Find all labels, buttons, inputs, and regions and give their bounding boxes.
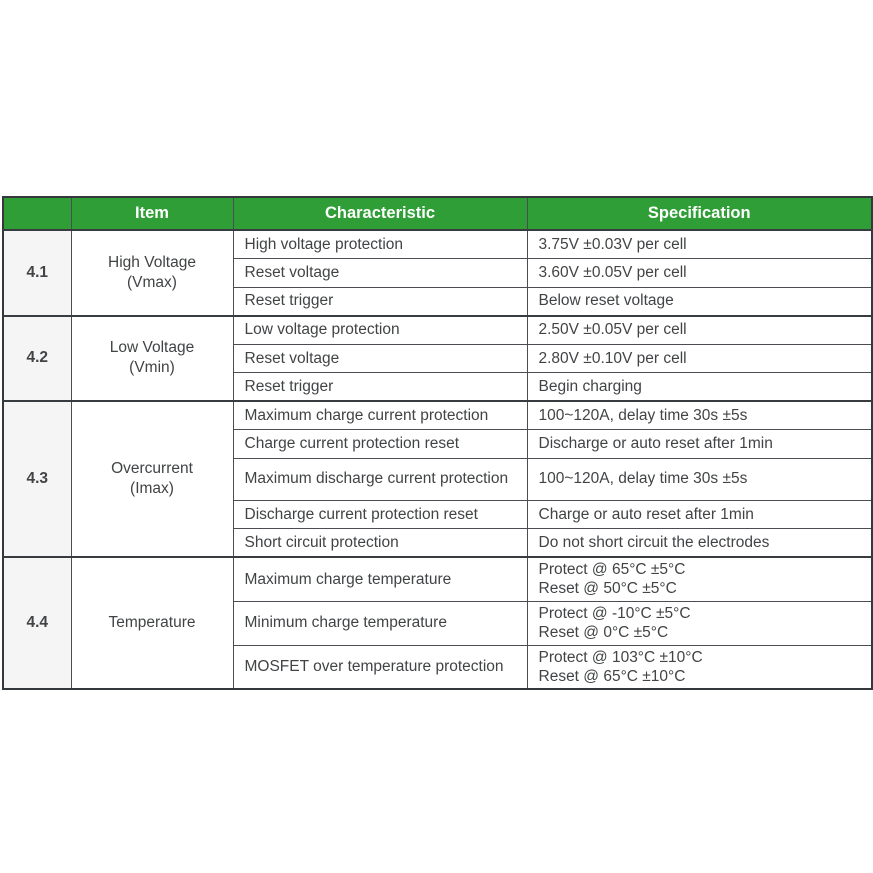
item-cell [71,557,233,689]
group-id-cell: 4.2 [3,316,71,402]
characteristic-cell: Reset trigger [233,287,527,316]
group-id-cell: 4.3 [3,401,71,557]
spec-line: Reset @ 50°C ±5°C [538,580,677,598]
spec-line: Reset @ 0°C ±5°C [538,624,669,642]
characteristic-cell: Short circuit protection [233,529,527,558]
group-id-cell: 4.1 [3,230,71,316]
specification-cell: Discharge or auto reset after 1min [527,430,872,459]
spec-line: Protect @ 103°C ±10°C [538,648,703,666]
table-row [3,401,872,430]
specification-cell: 100~120A, delay time 30s ±5s [527,458,872,500]
specification-cell: Do not short circuit the electrodes [527,529,872,558]
specification-cell: 3.60V ±0.05V per cell [527,259,872,288]
specification-cell: 2.80V ±0.10V per cell [527,344,872,373]
header-row [3,197,872,230]
table-row [3,230,872,259]
characteristic-cell: Reset trigger [233,373,527,402]
item-line: Overcurrent [111,460,193,478]
characteristic-cell: Reset voltage [233,344,527,373]
specification-cell [527,645,872,689]
specification-cell: Charge or auto reset after 1min [527,500,872,529]
col-header-blank [3,197,71,230]
spec-line: Protect @ -10°C ±5°C [538,604,691,622]
characteristic-cell: Maximum charge current protection [233,401,527,430]
characteristic-cell: Charge current protection reset [233,430,527,459]
specification-cell: Begin charging [527,373,872,402]
table-row [3,557,872,601]
characteristic-cell: Minimum charge temperature [233,601,527,645]
spec-line: Reset @ 65°C ±10°C [538,667,686,685]
spec-line: Protect @ 65°C ±5°C [538,561,686,578]
characteristic-cell: Discharge current protection reset [233,500,527,529]
characteristic-cell: Low voltage protection [233,316,527,345]
item-cell [71,316,233,402]
table-row [3,316,872,345]
item-line: (Imax) [130,480,174,497]
item-cell [71,230,233,316]
specification-cell: 3.75V ±0.03V per cell [527,230,872,259]
item-line: (Vmax) [127,273,177,291]
characteristic-cell: Maximum discharge current protection [233,458,527,500]
specification-cell: 2.50V ±0.05V per cell [527,316,872,345]
specification-cell: Below reset voltage [527,287,872,316]
item-line: (Vmin) [129,359,175,377]
specification-cell: 100~120A, delay time 30s ±5s [527,401,872,430]
col-header-item: Item [71,197,233,230]
characteristic-cell: Maximum charge temperature [233,557,527,601]
protection-spec-table [2,196,873,690]
col-header-specification: Specification [527,197,872,230]
specification-cell [527,557,872,601]
item-line: High Voltage [108,253,196,271]
specification-cell [527,601,872,645]
group-id-cell: 4.4 [3,557,71,689]
item-line: Low Voltage [109,339,195,357]
item-line: Temperature [108,614,196,632]
item-cell [71,401,233,557]
col-header-characteristic: Characteristic [233,197,527,230]
characteristic-cell: MOSFET over temperature protection [233,645,527,689]
characteristic-cell: Reset voltage [233,259,527,288]
characteristic-cell: High voltage protection [233,230,527,259]
